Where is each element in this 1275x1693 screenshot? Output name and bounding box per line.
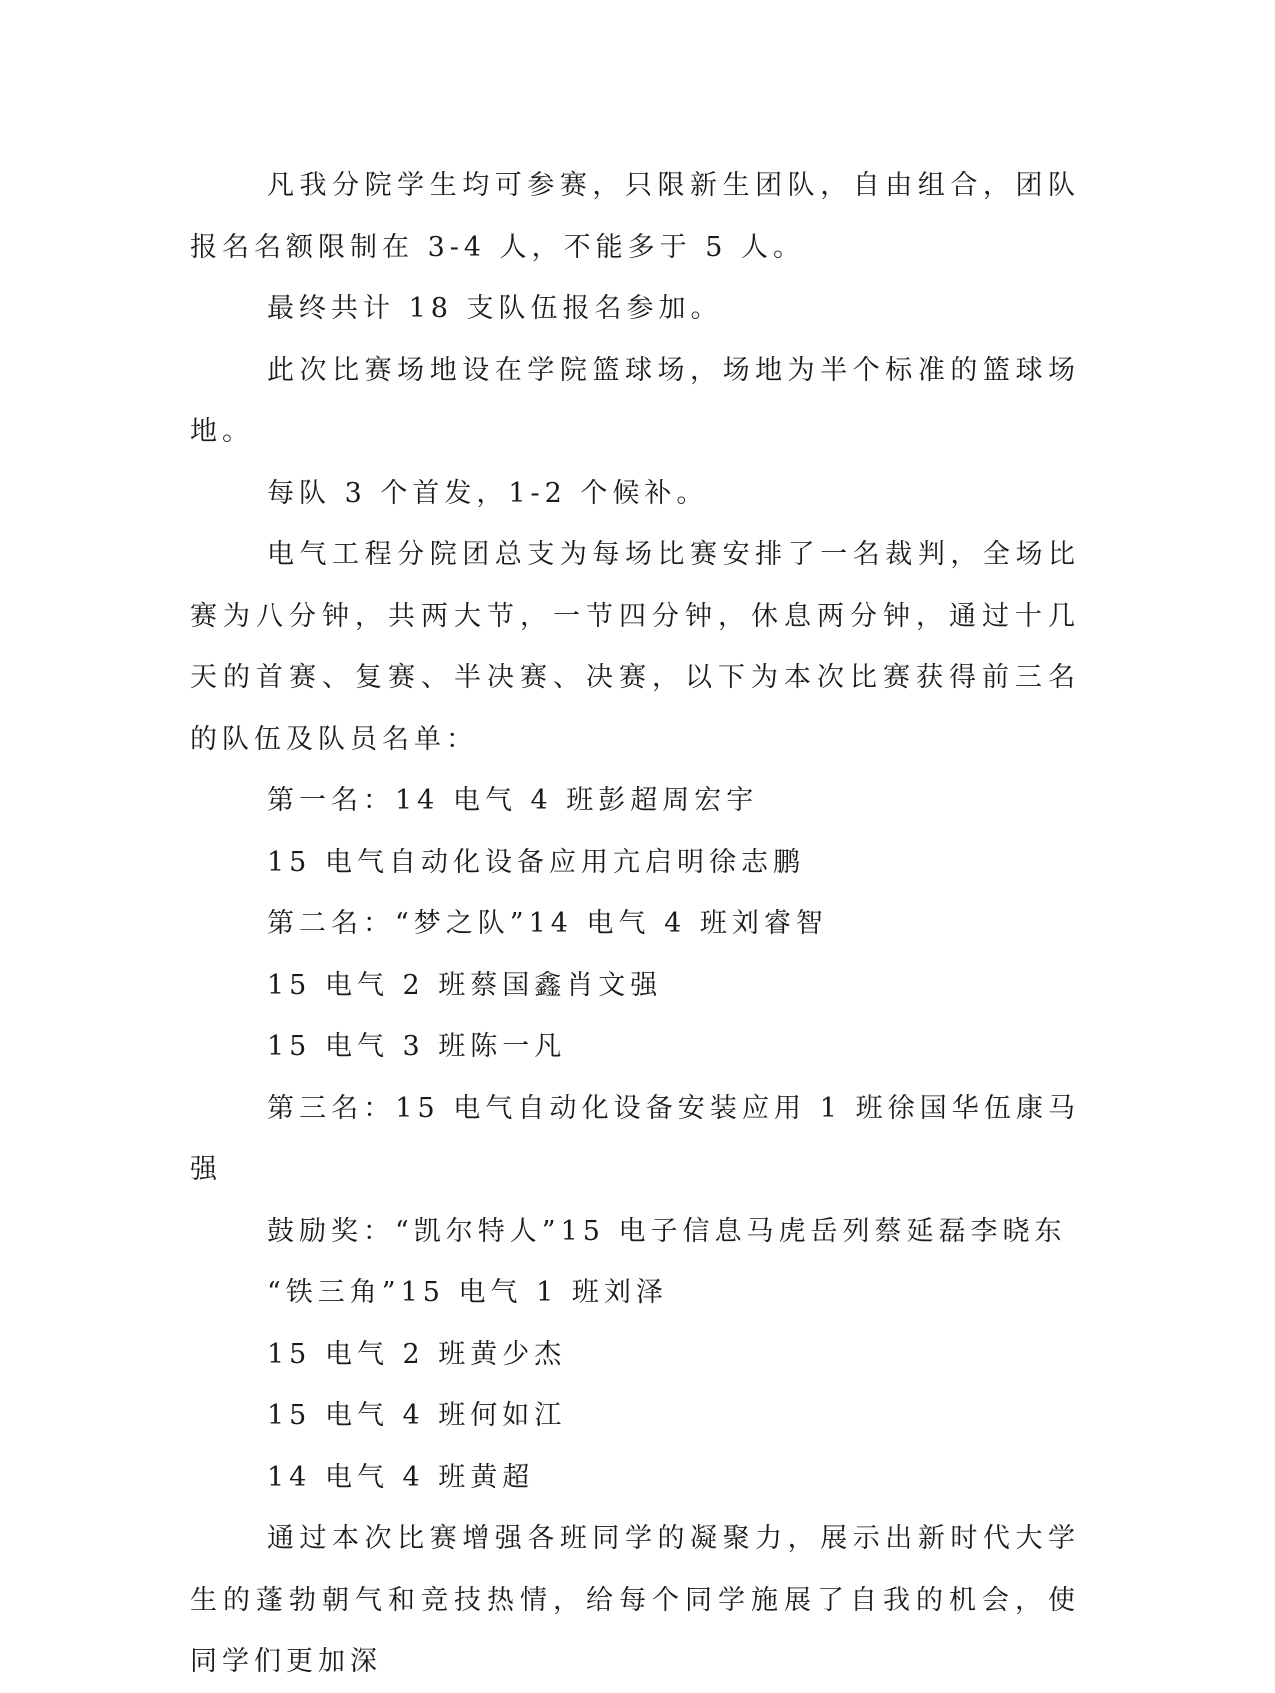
paragraph-iron-triangle: “铁三角”15 电气 1 班刘泽 [267, 1277, 668, 1308]
paragraph-first-place-members: 15 电气自动化设备应用亢启明徐志鹏 [267, 846, 805, 878]
paragraph-iron-triangle-members-2: 15 电气 4 班何如江 [267, 1400, 567, 1431]
paragraph-match-format: 电气工程分院团总支为每场比赛安排了一名裁判，全场比赛为八分钟，共两大节，一节四分钟，休息两分钟，通过十几天的首赛、复赛、半决赛、决赛，以下为本次比赛获得前三名的队伍及队员名单： [190, 539, 1080, 755]
paragraph-first-place: 第一名：14 电气 4 班彭超周宏宇 [267, 785, 759, 816]
paragraph-iron-triangle-members-1: 15 电气 2 班黄少杰 [267, 1338, 567, 1370]
paragraph-conclusion: 通过本次比赛增强各班同学的凝聚力，展示出新时代大学生的蓬勃朝气和竞技热情，给每个同学施展了自我的机会，使同学们更加深 [190, 1523, 1080, 1677]
paragraph-eligibility: 凡我分院学生均可参赛，只限新生团队，自由组合，团队报名名额限制在 3-4 人，不能多于 5 人。 [190, 170, 1080, 263]
paragraph-team-count: 最终共计 18 支队伍报名参加。 [267, 293, 723, 324]
paragraph-third-place: 第三名：15 电气自动化设备安装应用 1 班徐国华伍康马强 [190, 1092, 1080, 1185]
paragraph-venue: 此次比赛场地设在学院篮球场，场地为半个标准的篮球场地。 [190, 354, 1080, 447]
paragraph-encouragement-award: 鼓励奖：“凯尔特人”15 电子信息马虎岳列蔡延磊李晓东 [267, 1215, 1067, 1247]
paragraph-second-place-members-1: 15 电气 2 班蔡国鑫肖文强 [267, 969, 663, 1001]
document-body [190, 155, 1080, 1693]
paragraph-iron-triangle-members-3: 14 电气 4 班黄超 [267, 1461, 535, 1493]
paragraph-roster-rule: 每队 3 个首发，1-2 个候补。 [267, 477, 709, 509]
paragraph-second-place: 第二名：“梦之队”14 电气 4 班刘睿智 [267, 908, 828, 939]
paragraph-second-place-members-2: 15 电气 3 班陈一凡 [267, 1031, 567, 1062]
